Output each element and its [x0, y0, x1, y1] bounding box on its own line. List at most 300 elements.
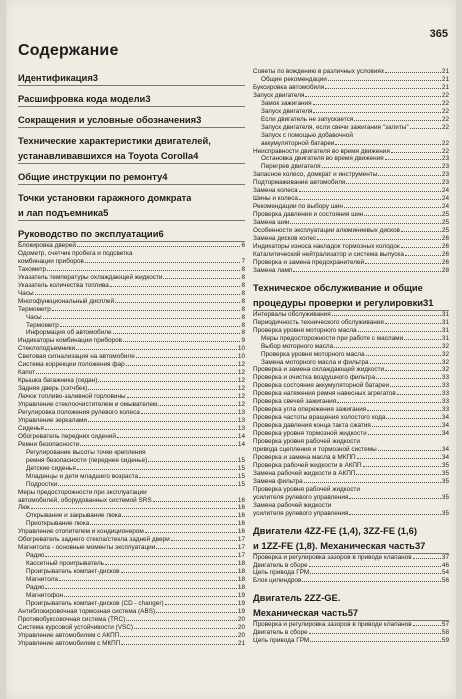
toc-entry-page: 14 — [237, 432, 245, 440]
toc-entry — [253, 259, 449, 267]
toc-entry-title: Блок цилиндров — [253, 577, 302, 585]
toc-leader-dots — [401, 231, 441, 232]
toc-entry-title: комбинации приборов — [18, 257, 84, 265]
toc-leader-dots — [90, 524, 237, 525]
toc-entry-title: Тахометр — [18, 265, 47, 273]
toc-leader-dots — [58, 485, 237, 486]
toc-entry-page: 8 — [241, 297, 245, 305]
toc-entry-title: Управление отопителем и кондиционером — [18, 528, 144, 536]
toc-entry-title: усилителя рулевого управления — [253, 509, 349, 517]
toc-entry-title: Индикаторы комбинации приборов — [18, 337, 123, 345]
toc-entry-title: Проверка и регулировка зазоров в приводе клапанов — [253, 553, 412, 561]
toc-section-entry — [253, 297, 449, 311]
toc-entry-page: 8 — [241, 289, 245, 297]
toc-entry — [253, 577, 449, 585]
toc-entry-page: 31 — [441, 326, 449, 334]
toc-entry — [253, 406, 449, 414]
toc-leader-dots — [322, 167, 441, 168]
toc-entry-page: 15 — [237, 456, 245, 464]
toc-leader-dots — [31, 508, 237, 509]
toc-entry-title: Индикаторы износа накладок тормозных колодок — [253, 242, 400, 250]
toc-entry-title: процедуры проверки и регулировки — [253, 296, 424, 308]
toc-entry-page: 21 — [441, 83, 449, 91]
toc-leader-dots — [85, 262, 241, 263]
toc-entry-title: Точки установки гаражного домкрата — [18, 192, 192, 203]
toc-entry-page: 37 — [414, 539, 426, 551]
toc-entry-page: 12 — [237, 361, 245, 369]
toc-section-entry — [253, 282, 449, 293]
toc-leader-dots — [156, 612, 237, 613]
toc-leader-dots — [88, 389, 236, 390]
toc-entry-title: Магнитола - основные моменты эксплуатации — [18, 544, 156, 552]
toc-entry-title: Часы — [18, 289, 34, 297]
toc-leader-dots — [357, 458, 441, 459]
toc-entry — [18, 290, 245, 298]
toc-entry — [253, 446, 449, 454]
toc-entry-title: Крышка багажника (седан) — [18, 377, 98, 385]
toc-leader-dots — [120, 636, 237, 637]
toc-entry-page: 26 — [441, 235, 449, 243]
toc-entry-page: 14 — [237, 440, 245, 448]
toc-entry-page: 8 — [241, 313, 245, 321]
toc-leader-dots — [310, 573, 441, 574]
toc-entry-page: 3 — [92, 72, 99, 83]
toc-entry — [253, 235, 449, 243]
toc-entry — [253, 132, 449, 140]
toc-entry-page: 33 — [441, 398, 449, 406]
toc-leader-dots — [401, 247, 441, 248]
toc-entry-page: 8 — [241, 329, 245, 337]
toc-entry — [253, 335, 449, 343]
toc-entry-title: Управление автомобилем с МКПП — [18, 639, 121, 647]
toc-entry — [253, 108, 449, 116]
toc-entry — [253, 366, 449, 374]
toc-entry — [18, 465, 245, 473]
toc-entry-page: 54 — [441, 569, 449, 577]
toc-entry-title: Периодичность технического обслуживания — [253, 318, 384, 326]
toc-entry — [18, 314, 245, 322]
toc-section-entry — [18, 192, 245, 203]
toc-entry — [18, 568, 245, 576]
toc-left-column — [18, 68, 245, 648]
toc-entry — [253, 502, 449, 510]
toc-section-entry — [18, 93, 245, 107]
toc-entry — [18, 361, 245, 369]
toc-entry — [253, 187, 449, 195]
toc-entry-page: 15 — [237, 472, 245, 480]
toc-entry-title: привода сцепления и тормозной системы — [253, 445, 377, 453]
toc-entry-page: 17 — [237, 536, 245, 544]
toc-entry — [18, 266, 245, 274]
toc-section-entry — [253, 540, 449, 554]
toc-leader-dots — [413, 625, 441, 626]
toc-entry-page: 6 — [241, 242, 245, 249]
toc-entry-title: Подтормаживание автомобиля — [253, 179, 346, 187]
toc-entry-title: Меры предосторожности при эксплуатации — [18, 488, 147, 496]
toc-entry-page: 35 — [441, 477, 449, 485]
toc-entry-title: Замена фильтра — [253, 477, 303, 485]
toc-entry — [18, 369, 245, 377]
toc-entry-title: Управление стеклоочистителем и омывателем — [18, 401, 158, 409]
toc-entry-title: Проверка и замена масла в МКПП — [253, 453, 356, 461]
toc-entry-page: 31 — [441, 310, 449, 318]
toc-entry-title: Проверка и очистка воздушного фильтра — [253, 374, 376, 382]
toc-entry-title: Общие инструкции по ремонту — [18, 171, 163, 182]
toc-leader-dots — [397, 394, 441, 395]
toc-entry — [18, 282, 245, 290]
toc-leader-dots — [165, 604, 237, 605]
toc-entry — [18, 624, 245, 632]
toc-leader-dots — [376, 378, 441, 379]
toc-entry — [253, 562, 449, 570]
toc-entry — [18, 592, 245, 600]
toc-entry — [18, 616, 245, 624]
toc-entry — [18, 600, 245, 608]
toc-entry — [18, 512, 245, 520]
toc-section-entry — [253, 592, 449, 603]
toc-entry-title: Управление зеркалами — [18, 416, 88, 424]
toc-leader-dots — [385, 370, 441, 371]
toc-entry-page: 26 — [441, 250, 449, 258]
toc-entry-page: 28 — [441, 266, 449, 274]
toc-entry-title: Проверка давления конца такта сжатия — [253, 422, 371, 430]
toc-entry-title: Многофункциональный дисплей — [18, 297, 115, 305]
toc-entry-page: 35 — [441, 493, 449, 501]
toc-entry-title: Перегрев двигателя — [261, 163, 321, 171]
toc-entry — [253, 211, 449, 219]
toc-entry — [253, 486, 449, 494]
toc-section-entry — [18, 135, 245, 146]
toc-entry — [253, 100, 449, 108]
toc-leader-dots — [148, 461, 237, 462]
toc-entry-page: 18 — [237, 568, 245, 576]
toc-entry-page: 10 — [237, 345, 245, 353]
toc-leader-dots — [405, 255, 441, 256]
toc-entry-title: Замена рабочей жидкости — [253, 501, 332, 509]
toc-entry-page: 13 — [237, 416, 245, 424]
toc-entry-title: Меры предосторожности при работе с маслами — [261, 334, 404, 342]
toc-entry — [253, 267, 449, 275]
toc-entry — [253, 478, 449, 486]
toc-entry-page: 22 — [441, 99, 449, 107]
toc-entry-page: 35 — [441, 509, 449, 517]
toc-entry-title: Цепь привода ГРМ — [253, 637, 310, 645]
toc-entry — [253, 219, 449, 227]
toc-entry-title: Проверка натяжения ремня навесных агрегатов — [253, 390, 396, 398]
toc-entry-page: 56 — [441, 577, 449, 585]
toc-leader-dots — [365, 263, 441, 264]
toc-entry — [253, 227, 449, 235]
toc-entry-page: 31 — [441, 318, 449, 326]
toc-leader-dots — [36, 373, 237, 374]
toc-leader-dots — [115, 302, 240, 303]
toc-entry-title: Обогреватель передних сидений — [18, 432, 116, 440]
toc-entry-page: 17 — [237, 544, 245, 552]
toc-entry-title: Проверка частоты вращения холостого хода — [253, 414, 386, 422]
toc-entry-page: 31 — [441, 334, 449, 342]
toc-entry — [253, 510, 449, 518]
toc-leader-dots — [364, 215, 441, 216]
toc-entry-page: 15 — [237, 464, 245, 472]
toc-entry-page: 24 — [441, 195, 449, 203]
toc-entry — [18, 632, 245, 640]
toc-entry — [253, 382, 449, 390]
toc-entry-title: Проверка состояния аккумуляторной батареи — [253, 382, 390, 390]
toc-leader-dots — [378, 175, 441, 176]
toc-entry-page: 12 — [237, 401, 245, 409]
toc-entry-page: 5 — [103, 207, 109, 218]
toc-leader-dots — [121, 572, 237, 573]
toc-entry — [18, 425, 245, 433]
toc-entry — [253, 251, 449, 259]
toc-entry — [18, 504, 245, 512]
toc-entry-page: 46 — [441, 561, 449, 569]
toc-leader-dots — [76, 349, 237, 350]
toc-entry — [253, 179, 449, 187]
toc-entry — [18, 608, 245, 616]
toc-entry — [18, 298, 245, 306]
toc-leader-dots — [77, 469, 237, 470]
toc-entry — [18, 306, 245, 314]
toc-entry — [253, 554, 449, 562]
toc-entry — [253, 374, 449, 382]
toc-entry-page: 8 — [241, 305, 245, 313]
toc-leader-dots — [366, 355, 441, 356]
toc-entry — [253, 124, 449, 132]
toc-entry-page: 13 — [237, 424, 245, 432]
toc-entry-page: 18 — [237, 583, 245, 591]
toc-leader-dots — [126, 365, 237, 366]
toc-entry-page: 8 — [241, 321, 245, 329]
toc-entry — [18, 242, 245, 250]
toc-leader-dots — [332, 315, 441, 316]
toc-entry-page: 25 — [441, 211, 449, 219]
toc-entry — [18, 393, 245, 401]
toc-leader-dots — [309, 633, 441, 634]
toc-entry-title: Радио — [26, 583, 45, 591]
toc-entry — [18, 329, 245, 337]
toc-entry-page: 57 — [441, 621, 449, 629]
toc-entry-title: Указатель количества топлива — [18, 281, 109, 289]
toc-entry — [253, 351, 449, 359]
toc-leader-dots — [43, 318, 241, 319]
toc-entry — [18, 337, 245, 345]
toc-leader-dots — [88, 421, 237, 422]
toc-entry — [18, 640, 245, 648]
toc-leader-dots — [404, 339, 441, 340]
toc-entry-title: Лючок топливо-заливной горловины — [18, 393, 126, 401]
toc-entry — [18, 258, 245, 266]
toc-leader-dots — [317, 239, 441, 240]
toc-entry-page: 26 — [441, 258, 449, 266]
toc-entry-page: 8 — [241, 265, 245, 273]
toc-entry-page: 23 — [441, 179, 449, 187]
toc-entry-page: 16 — [237, 504, 245, 512]
toc-entry-title: Запуск двигателя, если свечи зажигания "залиты" — [261, 123, 409, 131]
toc-leader-dots — [163, 278, 240, 279]
toc-entry-page: 35 — [441, 461, 449, 469]
toc-entry-title: Выбор моторного масла — [261, 342, 334, 350]
toc-entry-title: Проверка уровня рабочей жидкости — [253, 485, 360, 493]
toc-leader-dots — [313, 104, 441, 105]
toc-entry-title: Интервалы обслуживания — [253, 310, 331, 318]
toc-leader-dots — [45, 429, 237, 430]
toc-entry — [18, 457, 245, 465]
toc-entry-title: Замок зажигания — [261, 99, 312, 107]
toc-entry-title: Сиденья — [18, 424, 44, 432]
toc-entry-page: 22 — [441, 91, 449, 99]
toc-entry-title: Указатель температуры охлаждающей жидкости — [18, 273, 163, 281]
toc-entry-page: 12 — [237, 393, 245, 401]
toc-entry-title: Открывание и закрывание люка — [26, 512, 122, 520]
toc-entry-page: 22 — [441, 147, 449, 155]
toc-entry-title: Двигатели 4ZZ-FE (1,4), 3ZZ-FE (1,6) — [253, 524, 417, 536]
toc-entry-title: Система курсовой устойчивости (VSC) — [18, 623, 134, 631]
toc-entry-page: 13 — [237, 409, 245, 417]
toc-leader-dots — [386, 418, 440, 419]
toc-entry — [253, 454, 449, 462]
toc-entry-page: 21 — [441, 75, 449, 83]
toc-entry-title: ремня безопасности (переднее сиденье) — [26, 456, 148, 464]
toc-entry — [18, 409, 245, 417]
toc-entry — [18, 385, 245, 393]
toc-entry-page: 19 — [237, 591, 245, 599]
toc-entry-page: 22 — [441, 123, 449, 131]
toc-entry-title: Система коррекции положения фар — [18, 361, 125, 369]
toc-entry-title: Управление автомобилем с АКПП — [18, 631, 120, 639]
toc-leader-dots — [309, 566, 441, 567]
toc-entry-page: 26 — [441, 242, 449, 250]
toc-leader-dots — [105, 564, 237, 565]
toc-entry-title: Одометр, счетчик пробега и подсветка — [18, 249, 133, 257]
toc-leader-dots — [158, 405, 237, 406]
toc-leader-dots — [299, 191, 441, 192]
toc-entry-title: Люк — [18, 504, 30, 512]
toc-entry-title: Двигатель в сборе — [253, 561, 308, 569]
toc-entry — [18, 449, 245, 457]
toc-entry — [253, 414, 449, 422]
toc-leader-dots — [145, 532, 237, 533]
toc-entry-title: Проверка и замена предохранителей — [253, 258, 365, 266]
toc-leader-dots — [156, 548, 237, 549]
toc-leader-dots — [325, 88, 441, 89]
toc-entry-title: Руководство по эксплуатации — [18, 228, 159, 239]
toc-entry — [253, 203, 449, 211]
toc-entry-title: Информация об автомобиле — [26, 329, 112, 337]
toc-entry — [18, 377, 245, 385]
toc-leader-dots — [363, 466, 441, 467]
toc-entry-title: Замена рабочей жидкости в АКПП — [253, 469, 356, 477]
toc-entry-title: Обогреватель заднего стекла/стекла задней двери — [18, 536, 170, 544]
toc-entry — [18, 520, 245, 528]
toc-entry-title: Идентификация — [18, 72, 93, 83]
toc-leader-dots — [136, 357, 237, 358]
toc-leader-dots — [356, 474, 440, 475]
toc-entry-title: Регулирование высоты точки крепления — [26, 448, 146, 456]
toc-entry-title: Расшифровка кода модели — [18, 93, 146, 104]
toc-leader-dots — [171, 540, 237, 541]
toc-leader-dots — [358, 331, 441, 332]
toc-leader-dots — [122, 516, 237, 517]
toc-entry — [18, 473, 245, 481]
toc-entry-page: 15 — [237, 480, 245, 488]
toc-entry-title: Задняя дверь (хэтчбек) — [18, 385, 88, 393]
toc-entry-page: 59 — [441, 637, 449, 645]
toc-entry-title: Термометр — [26, 321, 59, 329]
toc-leader-dots — [367, 410, 441, 411]
toc-entry — [253, 343, 449, 351]
toc-entry-title: Запасное колесо, домкрат и инструменты — [253, 171, 378, 179]
toc-leader-dots — [310, 641, 441, 642]
toc-entry-title: Советы по вождению в различных условиях — [253, 68, 385, 75]
toc-entry — [253, 494, 449, 502]
toc-entry-page: 33 — [441, 374, 449, 382]
toc-leader-dots — [304, 482, 441, 483]
toc-right-column — [253, 68, 449, 645]
toc-section-entry — [18, 228, 245, 242]
toc-entry — [253, 438, 449, 446]
toc-entry — [253, 76, 449, 84]
toc-entry-title: Детские сиденья — [26, 464, 76, 472]
toc-entry — [253, 116, 449, 124]
toc-section-entry — [18, 72, 245, 86]
toc-entry-page: 7 — [241, 257, 245, 265]
toc-entry — [253, 84, 449, 92]
toc-entry-page: 20 — [237, 615, 245, 623]
toc-leader-dots — [45, 556, 236, 557]
toc-entry-title: аккумуляторной батареи — [261, 139, 335, 147]
toc-entry — [18, 433, 245, 441]
toc-entry-title: Шины и колеса — [253, 195, 298, 203]
toc-entry — [18, 417, 245, 425]
toc-entry-title: Проверка уровня рабочей жидкости — [253, 438, 360, 446]
toc-entry-page: 33 — [441, 382, 449, 390]
toc-leader-dots — [391, 152, 441, 153]
toc-entry — [253, 92, 449, 100]
toc-entry-page: 3 — [145, 93, 151, 104]
toc-leader-dots — [368, 434, 441, 435]
toc-entry-page: 17 — [237, 552, 245, 560]
toc-leader-dots — [110, 286, 241, 287]
toc-entry-page: 21 — [237, 639, 245, 647]
toc-entry-page: 8 — [241, 273, 245, 281]
toc-entry — [253, 430, 449, 438]
toc-entry-page: 24 — [441, 187, 449, 195]
toc-entry-title: Проверка уровня моторного масла — [261, 350, 365, 358]
toc-entry-title: Технические характеристики двигателей, — [18, 135, 211, 146]
toc-entry — [253, 637, 449, 645]
toc-entry-page: 31 — [423, 296, 434, 308]
toc-entry — [253, 68, 449, 76]
toc-entry — [253, 148, 449, 156]
toc-entry-title: Приоткрывание люка — [26, 520, 90, 528]
toc-entry-title: Если двигатель не запускается — [261, 115, 354, 123]
toc-entry-title: Подростки — [26, 480, 58, 488]
toc-leader-dots — [47, 270, 240, 271]
toc-entry-page: 4 — [193, 150, 199, 161]
toc-leader-dots — [305, 96, 440, 97]
toc-entry-title: Остановка двигателя во время движения — [261, 155, 384, 163]
toc-section-entry — [18, 171, 245, 185]
toc-leader-dots — [139, 477, 237, 478]
toc-leader-dots — [77, 246, 241, 247]
toc-entry-page: 33 — [441, 390, 449, 398]
toc-entry — [253, 155, 449, 163]
toc-section-entry — [18, 150, 245, 164]
toc-entry-page: 18 — [237, 560, 245, 568]
toc-leader-dots — [390, 386, 441, 387]
toc-leader-dots — [98, 381, 236, 382]
